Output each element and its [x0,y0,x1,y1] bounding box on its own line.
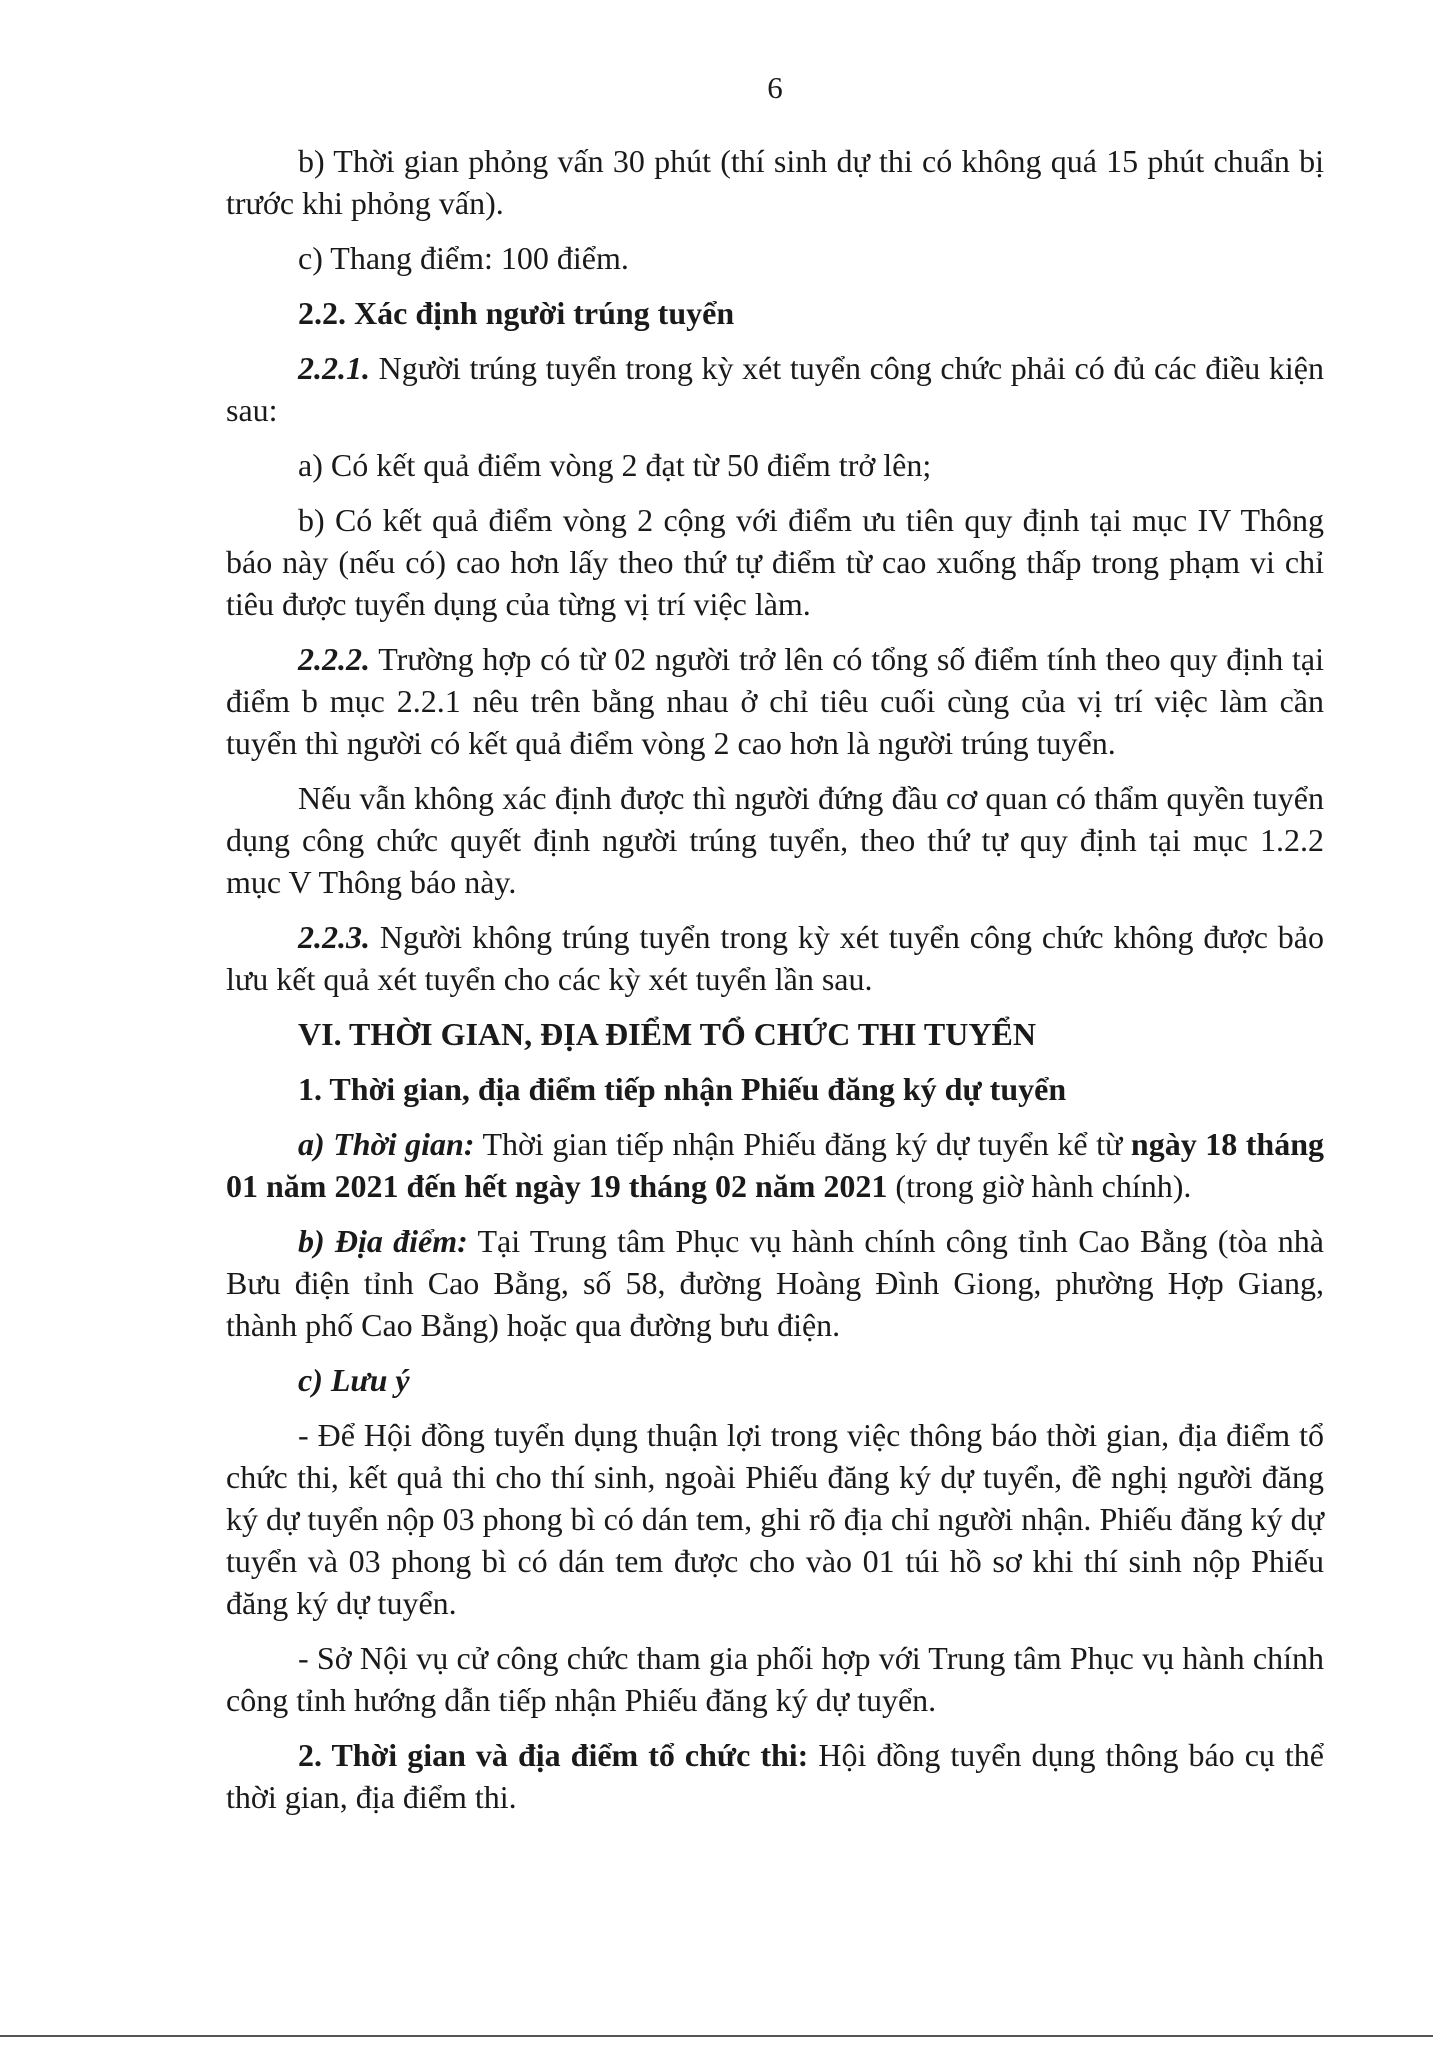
document-page [226,0,1324,2045]
text-exam-time: Hội đồng tuyển dụng thông báo cụ thể thời gian, địa điểm thi. [226,1737,1325,1815]
heading-section-vi: VI. THỜI GIAN, ĐỊA ĐIỂM TỔ CHỨC THI TUYỂN [298,1016,1036,1052]
text-2-2-2: Trường hợp có từ 02 người trở lên có tổng số điểm tính theo quy định tại điểm b mục 2.2.1 nêu trên bằng nhau ở chỉ tiêu cuối cùng của vị trí việc làm cần tuyển thì người có kết quả điểm vòng 2 cao hơn là người trúng tuyển. [226,641,1324,761]
text-2-2-3: Người không trúng tuyển trong kỳ xét tuyển công chức không được bảo lưu kết quả xét tuyển cho các kỳ xét tuyển lần sau. [226,919,1324,997]
label-2-2-1: 2.2.1. [298,350,370,386]
paragraph-registration-location [226,1220,1324,1346]
heading-2-2: 2.2. Xác định người trúng tuyển [298,295,735,331]
paragraph-condition-a: a) Có kết quả điểm vòng 2 đạt từ 50 điểm trở lên; [298,447,932,483]
paragraph-score-scale: c) Thang điểm: 100 điểm. [298,240,629,276]
text-location: Tại Trung tâm Phục vụ hành chính công tỉnh Cao Bằng (tòa nhà Bưu điện tỉnh Cao Bằng, số 58, đường Hoàng Đình Giong, phường Hợp Giang, thành phố Cao Bằng) hoặc qua đường bưu điện. [226,1223,1325,1343]
label-time: a) Thời gian: [298,1126,475,1162]
label-2-2-3: 2.2.3. [298,919,370,955]
paragraph-note-envelopes: - Để Hội đồng tuyển dụng thuận lợi trong việc thông báo thời gian, địa điểm tổ chức thi, kết quả thi cho thí sinh, ngoài Phiếu đăng ký dự tuyển, đề nghị người đăng ký dự tuyển nộp 03 phong bì có dán tem, ghi rõ địa chỉ người nhận. Phiếu đăng ký dự tuyển và 03 phong bì có dán tem được cho vào 01 túi hồ sơ khi thí sinh nộp Phiếu đăng ký dự tuyển. [226,1417,1324,1621]
label-location: b) Địa điểm: [298,1223,468,1259]
page-number: 6 [767,70,783,105]
text-time-b: (trong giờ hành chính). [887,1168,1192,1204]
paragraph-tie-break: Nếu vẫn không xác định được thì người đứng đầu cơ quan có thẩm quyền tuyển dụng công chức quyết định người trúng tuyển, theo thứ tự quy định tại mục 1.2.2 mục V Thông báo này. [226,780,1324,900]
text-2-2-1: Người trúng tuyển trong kỳ xét tuyển công chức phải có đủ các điều kiện sau: [226,350,1324,428]
heading-note: c) Lưu ý [298,1362,410,1398]
text-time-a: Thời gian tiếp nhận Phiếu đăng ký dự tuyển kể từ [474,1126,1131,1162]
bottom-rule [0,2035,1433,2037]
label-2-2-2: 2.2.2. [298,641,370,677]
heading-1-registration: 1. Thời gian, địa điểm tiếp nhận Phiếu đăng ký dự tuyển [298,1071,1067,1107]
label-exam-time: 2. Thời gian và địa điểm tổ chức thi: [298,1737,809,1773]
paragraph-2-2-2 [226,638,1324,764]
paragraph-note-staff: - Sở Nội vụ cử công chức tham gia phối hợp với Trung tâm Phục vụ hành chính công tỉnh hướng dẫn tiếp nhận Phiếu đăng ký dự tuyển. [226,1640,1324,1718]
paragraph-condition-b: b) Có kết quả điểm vòng 2 cộng với điểm ưu tiên quy định tại mục IV Thông báo này (nếu có) cao hơn lấy theo thứ tự điểm từ cao xuống thấp trong phạm vi chỉ tiêu được tuyển dụng của từng vị trí việc làm. [226,502,1324,622]
text-time-dates: ngày 18 tháng 01 năm 2021 đến hết ngày 19 tháng 02 năm 2021 [226,1126,1325,1204]
paragraph-interview-time: b) Thời gian phỏng vấn 30 phút (thí sinh dự thi có không quá 15 phút chuẩn bị trước khi phỏng vấn). [226,143,1324,221]
paragraph-registration-time [226,1123,1324,1207]
paragraph-exam-time-location [226,1734,1324,1818]
paragraph-2-2-1 [226,347,1324,431]
paragraph-2-2-3 [226,916,1324,1000]
document-body [226,140,1324,1831]
